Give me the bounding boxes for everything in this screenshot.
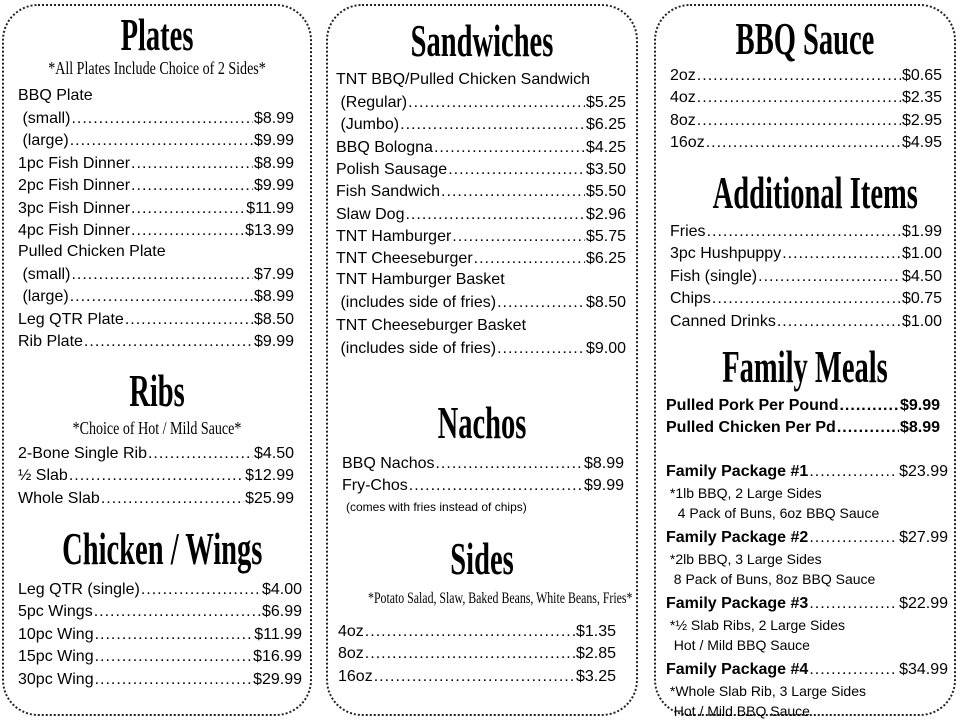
leader-dots (95, 625, 254, 645)
family-package-row (666, 594, 948, 614)
item-price: $8.50 (253, 310, 294, 328)
nachos-note: (comes with fries instead of chips) (346, 500, 527, 514)
menu-item (336, 227, 626, 247)
item-label: 16oz (670, 134, 705, 152)
item-label: 2pc Fish Dinner (18, 177, 131, 195)
item-price: $9.99 (899, 397, 940, 414)
item-label: 1pc Fish Dinner (18, 154, 131, 172)
item-label: 4oz (670, 89, 696, 107)
family-package-row (666, 528, 948, 548)
leader-dots (782, 244, 901, 264)
menu-item (18, 489, 294, 509)
menu-item (18, 176, 294, 196)
item-price: $25.99 (245, 489, 294, 507)
leader-dots (697, 88, 901, 108)
item-label: Whole Slab (18, 489, 100, 507)
leader-dots (125, 310, 253, 330)
item-price: $1.99 (901, 223, 942, 240)
item-label: Polish Sausage (336, 160, 448, 178)
menu-item (18, 444, 294, 464)
item-price: $1.00 (901, 312, 942, 330)
leader-dots (408, 93, 585, 113)
menu-item: TNT Cheeseburger Basket (336, 317, 527, 334)
menu-item (18, 109, 294, 129)
leader-dots (141, 580, 261, 600)
leader-dots (697, 111, 901, 131)
item-label: Leg QTR Plate (18, 310, 124, 328)
menu-item (18, 580, 302, 600)
nachos-heading: Nachos (437, 397, 527, 448)
menu-item (342, 476, 624, 496)
package-price: $22.99 (899, 595, 948, 612)
menu-item: BBQ Plate (18, 87, 93, 104)
menu-item (666, 396, 940, 416)
leader-dots (374, 667, 575, 687)
item-price: $4.25 (585, 138, 626, 156)
item-label: Rib Plate (18, 333, 83, 351)
item-price: $11.99 (254, 625, 302, 643)
menu-item (670, 111, 942, 131)
leader-dots (707, 222, 901, 242)
sides-subtitle: *Potato Salad, Slaw, Baked Beans, White Beans, Fries* (368, 590, 633, 607)
menu-item (18, 131, 294, 151)
sauce-additional-family-panel (654, 4, 956, 719)
menu-item: Pulled Chicken Plate (18, 243, 166, 260)
menu-item (338, 667, 616, 687)
item-price: $8.99 (899, 419, 940, 437)
menu-item (336, 115, 626, 135)
item-label: (small) (18, 266, 71, 283)
leader-dots (809, 528, 898, 548)
leader-dots (809, 594, 898, 614)
menu-item (338, 622, 616, 642)
item-label: ½ Slab (18, 467, 68, 485)
leader-dots (94, 602, 261, 622)
item-label: BBQ Bologna (336, 138, 433, 156)
menu-item (666, 418, 940, 438)
leader-dots (452, 227, 585, 247)
menu-item: TNT Hamburger Basket (336, 271, 505, 288)
leader-dots (84, 332, 253, 352)
leader-dots (405, 205, 584, 225)
item-price: $8.99 (253, 288, 294, 306)
menu-item (338, 644, 616, 664)
package-detail: 4 Pack of Buns, 6oz BBQ Sauce (666, 505, 880, 521)
item-price: $5.25 (585, 94, 626, 111)
menu-item (18, 647, 302, 667)
additional-items-heading: Additional Items (712, 167, 918, 218)
item-price: $9.99 (253, 333, 294, 351)
leader-dots (809, 462, 898, 482)
menu-item: (includes side of fries) ..... $8.50 (336, 293, 626, 313)
sandwiches-heading: Sandwiches (410, 15, 554, 66)
item-price: $4.50 (901, 267, 942, 285)
leader-dots (409, 476, 583, 496)
menu-item (336, 138, 626, 158)
leader-dots (148, 444, 253, 464)
package-detail: *½ Slab Ribs, 2 Large Sides (666, 617, 845, 633)
item-label: 15pc Wing (18, 648, 94, 666)
item-label: (large) (18, 132, 69, 150)
menu-item (336, 205, 626, 225)
menu-item: (includes side of fries) ..... $9.00 (336, 339, 626, 359)
item-price: $5.75 (585, 227, 626, 245)
leader-dots (131, 154, 253, 174)
item-label: Fish Sandwich (336, 183, 441, 201)
item-label: (Jumbo) (336, 116, 400, 134)
package-label: Family Package #4 (666, 661, 809, 678)
package-detail: *1lb BBQ, 2 Large Sides (666, 485, 822, 501)
item-price: $9.99 (253, 132, 294, 150)
item-label: 4oz (338, 623, 364, 640)
package-label: Family Package #2 (666, 529, 809, 546)
item-price: $0.75 (901, 290, 942, 308)
leader-dots (101, 489, 244, 509)
item-price: $11.99 (246, 199, 294, 217)
chicken-wings-heading: Chicken / Wings (62, 523, 263, 574)
package-price: $34.99 (899, 661, 948, 678)
item-label: 5pc Wings (18, 603, 93, 621)
menu-item (18, 265, 294, 285)
menu-item (342, 454, 624, 474)
menu-item (18, 670, 302, 690)
leader-dots (95, 647, 252, 667)
leader-dots (70, 131, 253, 151)
package-label: Family Package #3 (666, 595, 809, 612)
item-price: $6.25 (585, 250, 626, 268)
menu-item (336, 182, 626, 202)
item-price: $6.25 (585, 116, 626, 134)
item-price: $4.95 (901, 134, 942, 152)
item-label: (small) (18, 110, 71, 127)
menu-item (670, 222, 942, 242)
menu-item (670, 66, 942, 86)
item-price: $8.99 (583, 455, 624, 472)
item-price: $12.99 (245, 467, 294, 485)
leader-dots (70, 287, 253, 307)
menu-item (18, 602, 302, 622)
item-label: 10pc Wing (18, 625, 94, 643)
leader-dots (839, 396, 898, 416)
leader-dots (71, 265, 253, 285)
menu-item (18, 199, 294, 219)
item-price: $9.99 (583, 477, 624, 495)
item-label: 16oz (338, 667, 373, 685)
plates-heading: Plates (120, 9, 194, 60)
item-label: Leg QTR (single) (18, 581, 140, 598)
item-label: Fish (single) (670, 267, 758, 285)
menu-item (18, 154, 294, 174)
leader-dots (71, 109, 253, 129)
leader-dots (474, 249, 585, 269)
leader-dots (95, 670, 252, 690)
menu-item (18, 287, 294, 307)
ribs-heading: Ribs (129, 365, 185, 416)
menu-item (18, 625, 302, 645)
item-label: Canned Drinks (670, 312, 776, 330)
item-price: $9.99 (253, 177, 294, 195)
item-price: $2.95 (901, 111, 942, 129)
leader-dots (706, 133, 901, 153)
package-detail: 8 Pack of Buns, 8oz BBQ Sauce (666, 571, 876, 587)
leader-dots (69, 466, 244, 486)
package-price: $27.99 (899, 529, 948, 546)
package-detail: Hot / Mild BBQ Sauce (666, 637, 810, 653)
item-price: $1.00 (901, 245, 942, 263)
plates-subtitle: *All Plates Include Choice of 2 Sides* (48, 58, 266, 78)
leader-dots (777, 312, 901, 332)
item-price: $5.50 (585, 183, 626, 201)
menu-item (18, 466, 294, 486)
item-label: 2-Bone Single Rib (18, 445, 147, 462)
item-price: $2.35 (901, 89, 942, 107)
family-package-row (666, 462, 948, 482)
item-label: Pulled Pork Per Pound (666, 397, 839, 414)
leader-dots (434, 138, 585, 158)
package-price: $23.99 (899, 463, 948, 480)
leader-dots (448, 160, 585, 180)
package-detail: *Whole Slab Rib, 3 Large Sides (666, 683, 866, 699)
package-label: Family Package #1 (666, 463, 809, 480)
sides-heading: Sides (450, 533, 514, 584)
menu-item (336, 160, 626, 180)
item-label: Fry-Chos (342, 477, 408, 495)
item-label: Slaw Dog (336, 205, 405, 223)
item-price: $3.25 (575, 667, 616, 685)
package-detail: *2lb BBQ, 3 Large Sides (666, 551, 822, 567)
item-label: BBQ Nachos (342, 455, 435, 472)
item-label: 2oz (670, 67, 696, 84)
leader-dots (435, 454, 582, 474)
ribs-subtitle: *Choice of Hot / Mild Sauce* (72, 418, 242, 438)
sandwiches-nachos-sides-panel (326, 4, 638, 716)
item-label: 3pc Hushpuppy (670, 245, 782, 263)
menu-item (670, 133, 942, 153)
item-price: $7.99 (253, 266, 294, 283)
item-price: $29.99 (253, 670, 302, 688)
plates-ribs-chicken-panel (2, 4, 312, 716)
menu-item (670, 312, 942, 332)
item-price: $1.35 (575, 623, 616, 640)
menu-item (670, 88, 942, 108)
bbq-sauce-heading: BBQ Sauce (735, 13, 875, 64)
leader-dots (712, 289, 901, 309)
leader-dots (758, 267, 901, 287)
item-label: Fries (670, 223, 706, 240)
item-price: $2.85 (575, 645, 616, 663)
menu-item: TNT BBQ/Pulled Chicken Sandwich (336, 71, 591, 88)
item-price: $4.00 (261, 581, 302, 598)
leader-dots (365, 622, 575, 642)
item-price: $8.99 (253, 110, 294, 127)
item-label: TNT Cheeseburger (336, 250, 473, 268)
item-label: Pulled Chicken Per Pd (666, 419, 836, 437)
item-label: TNT Hamburger (336, 227, 452, 245)
leader-dots (697, 66, 901, 86)
leader-dots (441, 182, 585, 202)
leader-dots (400, 115, 585, 135)
item-label: (large) (18, 288, 69, 306)
menu-item (670, 244, 942, 264)
menu-item (336, 93, 626, 113)
leader-dots (131, 176, 253, 196)
item-price: $2.96 (585, 205, 626, 223)
item-label: 4pc Fish Dinner (18, 222, 131, 239)
menu-item (336, 249, 626, 269)
package-detail: Hot / Mild BBQ Sauce (666, 703, 810, 719)
item-label: Chips (670, 290, 711, 308)
item-price: $16.99 (253, 648, 302, 666)
item-label: 8oz (338, 645, 364, 663)
leader-dots (809, 660, 898, 680)
item-price: $0.65 (901, 67, 942, 84)
menu-item (670, 289, 942, 309)
item-label: 8oz (670, 111, 696, 129)
menu-item (18, 332, 294, 352)
menu-item (18, 310, 294, 330)
item-label: 3pc Fish Dinner (18, 199, 131, 217)
family-meals-heading: Family Meals (722, 341, 888, 392)
item-price: $8.99 (253, 154, 294, 172)
leader-dots (131, 199, 245, 219)
item-price: $13.99 (245, 222, 294, 239)
leader-dots (131, 221, 244, 241)
item-label: (Regular) (336, 94, 408, 111)
item-price: $4.50 (253, 445, 294, 462)
menu-item (670, 267, 942, 287)
leader-dots (837, 418, 899, 438)
item-label: 30pc Wing (18, 670, 94, 688)
item-price: $3.50 (585, 160, 626, 178)
leader-dots (365, 644, 575, 664)
item-price: $6.99 (261, 603, 302, 621)
family-package-row (666, 660, 948, 680)
menu-item (18, 221, 294, 241)
